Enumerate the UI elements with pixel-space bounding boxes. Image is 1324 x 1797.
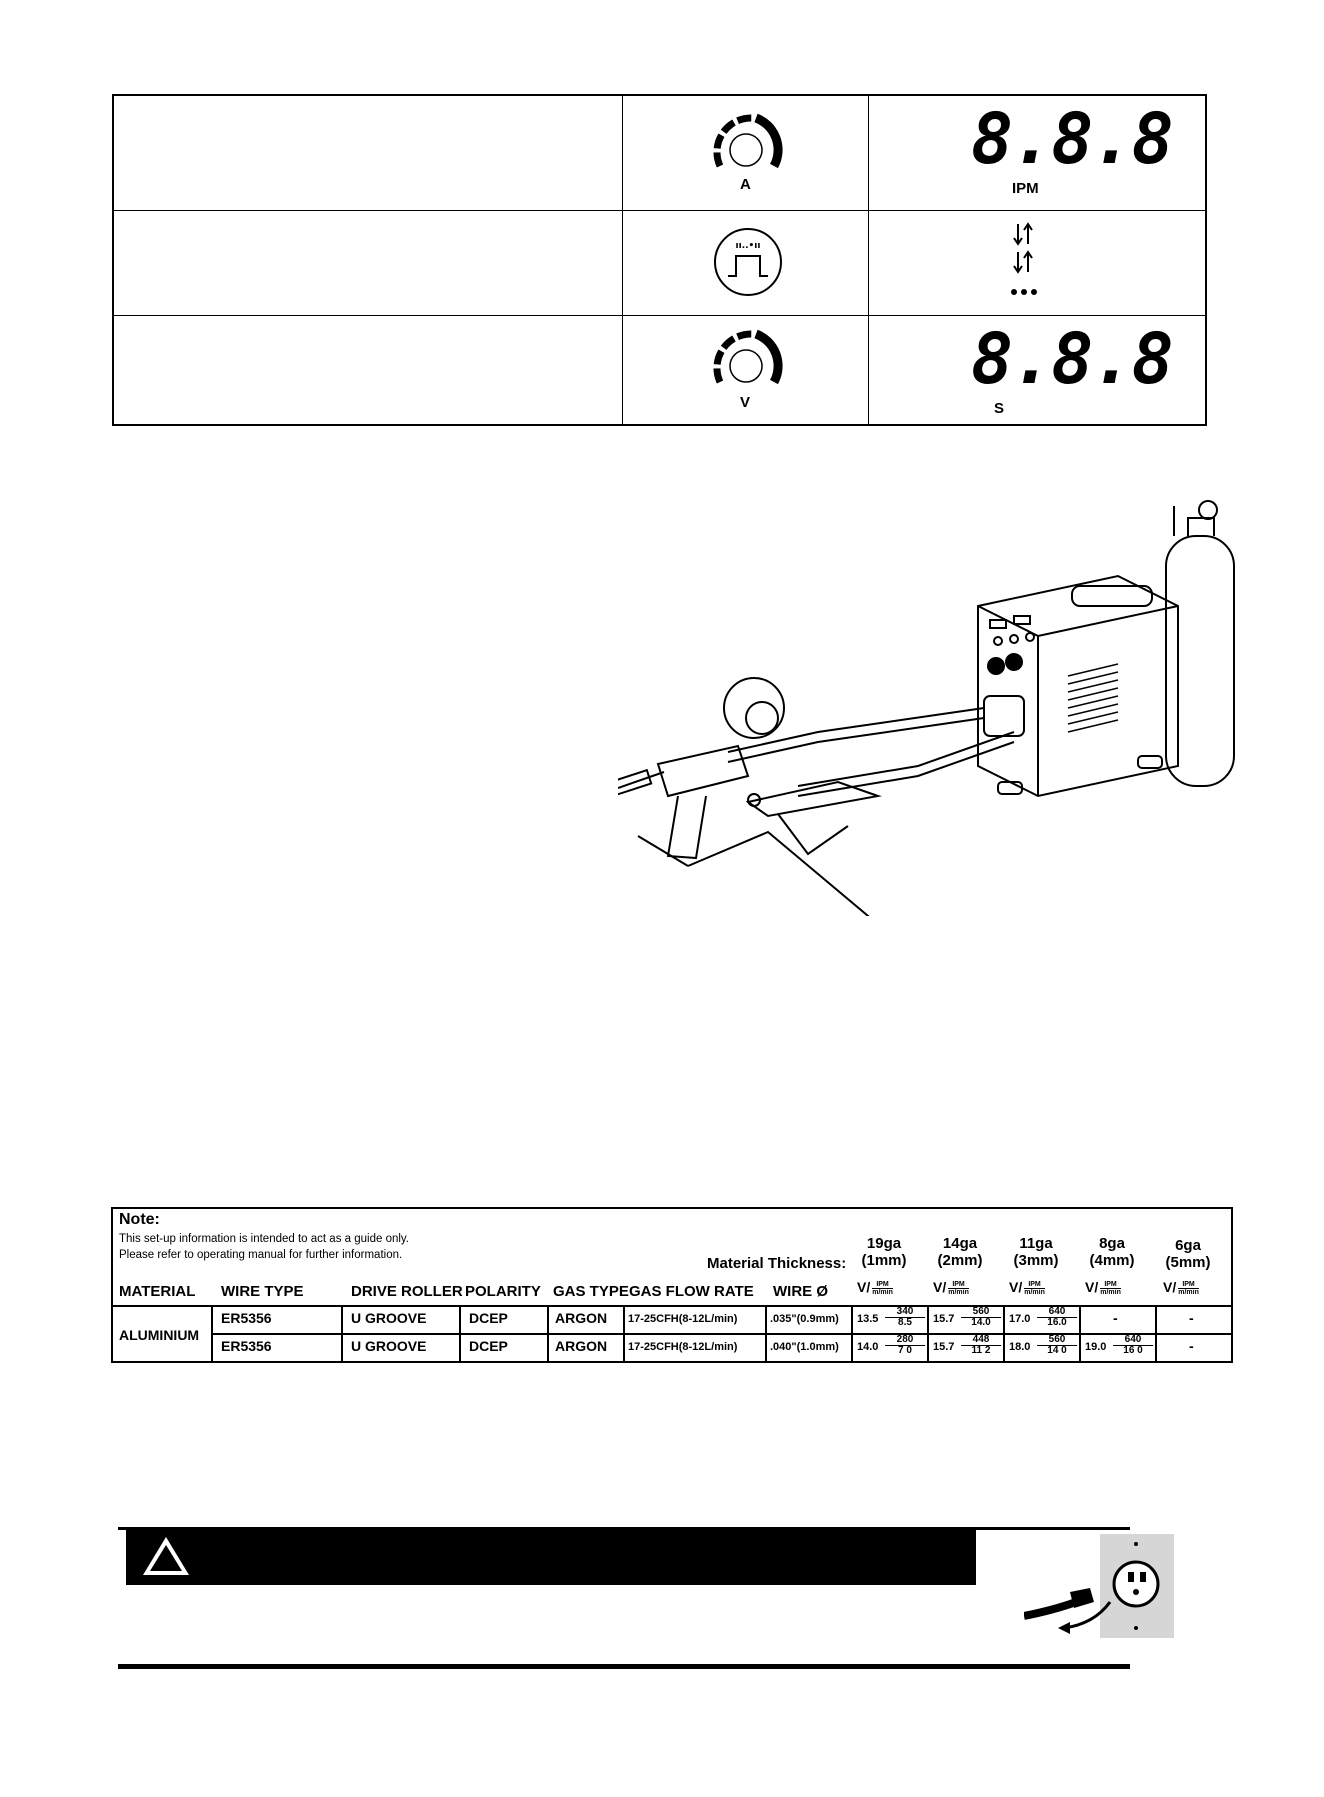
setup-guide-table [111, 1207, 1233, 1363]
row1-wire-type: ER5356 [221, 1310, 272, 1326]
row2-voltage: 14.0 [857, 1341, 879, 1353]
row1-gas-flow: 17-25CFH(8-12L/min) [628, 1313, 738, 1325]
trigger-2t-4t-icon [1004, 218, 1044, 300]
thickness-ga: 8ga [1099, 1235, 1125, 1252]
svg-text:ıı..•ıı: ıı..•ıı [735, 241, 761, 251]
bottom-rule [118, 1664, 1130, 1669]
row2-voltage: 18.0 [1009, 1341, 1031, 1353]
thickness-ga: 11ga [1019, 1235, 1053, 1252]
row2-empty: - [1189, 1338, 1194, 1354]
header-gas-type: GAS TYPE [553, 1283, 629, 1300]
thickness-mm: (5mm) [1165, 1254, 1211, 1271]
row2-wire-speed: $\frac{448}{11 2}$ [961, 1335, 1001, 1356]
row2-voltage: 15.7 [933, 1341, 955, 1353]
warning-triangle-icon [140, 1534, 192, 1578]
row2-wire-speed: $\frac{280}{7 0}$ [885, 1335, 925, 1356]
material-value: ALUMINIUM [119, 1327, 200, 1343]
header-v-ipm: V/ IPM m/min [1163, 1279, 1199, 1296]
thickness-mm: (4mm) [1089, 1252, 1135, 1269]
header-v-ipm: V/ IPM m/min [933, 1279, 969, 1296]
header-gas-flow-rate: GAS FLOW RATE [629, 1283, 754, 1300]
material-thickness-label: Material Thickness: [707, 1255, 847, 1272]
row1-gas-type: ARGON [555, 1310, 608, 1326]
thickness-mm: (3mm) [1013, 1252, 1059, 1269]
knob-label-v: V [740, 394, 751, 411]
column-divider [622, 96, 623, 424]
note-line-1: This set-up information is intended to act as a guide only. [119, 1233, 410, 1245]
row-divider [114, 210, 1205, 211]
row2-gas-flow: 17-25CFH(8-12L/min) [628, 1341, 738, 1353]
header-wire-type: WIRE TYPE [221, 1283, 304, 1300]
row1-wire-speed: $\frac{560}{14.0}$ [961, 1307, 1001, 1328]
row2-voltage: 19.0 [1085, 1341, 1107, 1353]
thickness-mm: (1mm) [861, 1252, 907, 1269]
row1-voltage: 13.5 [857, 1313, 879, 1325]
unplug-icon [1024, 1532, 1176, 1642]
header-polarity: POLARITY [465, 1283, 541, 1300]
row2-polarity: DCEP [469, 1338, 508, 1354]
amperage-knob-icon [698, 106, 798, 186]
unit-ipm: IPM [1012, 180, 1039, 197]
trigger-mode-icon [708, 222, 788, 302]
mig-welder-spool-gun-illustration [618, 496, 1278, 916]
row1-wire-speed: $\frac{640}{16.0}$ [1037, 1307, 1077, 1328]
header-v-ipm: V/ IPM m/min [1009, 1279, 1045, 1296]
header-drive-roller: DRIVE ROLLER [351, 1283, 463, 1300]
warning-banner [126, 1527, 976, 1585]
controls-table [112, 94, 1207, 426]
thickness-ga: 14ga [942, 1235, 978, 1252]
row1-drive-roller: U GROOVE [351, 1310, 427, 1326]
row1-wire-dia: .035"(0.9mm) [770, 1313, 839, 1325]
seconds-display: 8.8.8 [971, 318, 1172, 400]
unit-s: S [994, 400, 1005, 417]
row2-wire-type: ER5356 [221, 1338, 272, 1354]
header-material: MATERIAL [119, 1283, 196, 1300]
row2-wire-speed: $\frac{640}{16 0}$ [1113, 1335, 1153, 1356]
column-divider [868, 96, 869, 424]
thickness-ga: 19ga [866, 1235, 902, 1252]
thickness-mm: (2mm) [937, 1252, 983, 1269]
row1-empty: - [1189, 1310, 1194, 1326]
thickness-ga: 6ga [1175, 1237, 1201, 1254]
voltage-knob-icon [698, 322, 798, 402]
note-title: Note: [119, 1211, 160, 1228]
row2-drive-roller: U GROOVE [351, 1338, 427, 1354]
row2-wire-dia: .040"(1.0mm) [770, 1341, 839, 1353]
row-divider [114, 315, 1205, 316]
row1-polarity: DCEP [469, 1310, 508, 1326]
note-line-2: Please refer to operating manual for further information. [119, 1249, 403, 1261]
header-v-ipm: V/ IPM m/min [1085, 1279, 1121, 1296]
header-wire-diameter: WIRE Ø [773, 1283, 828, 1300]
ipm-display: 8.8.8 [971, 98, 1172, 180]
row1-voltage: 15.7 [933, 1313, 955, 1325]
header-v-ipm: V/ IPM m/min [857, 1279, 893, 1296]
row1-wire-speed: $\frac{340}{8.5}$ [885, 1307, 925, 1328]
row1-empty: - [1113, 1310, 1118, 1326]
row1-voltage: 17.0 [1009, 1313, 1031, 1325]
knob-label-a: A [740, 176, 751, 193]
row2-gas-type: ARGON [555, 1338, 608, 1354]
row2-wire-speed: $\frac{560}{14 0}$ [1037, 1335, 1077, 1356]
